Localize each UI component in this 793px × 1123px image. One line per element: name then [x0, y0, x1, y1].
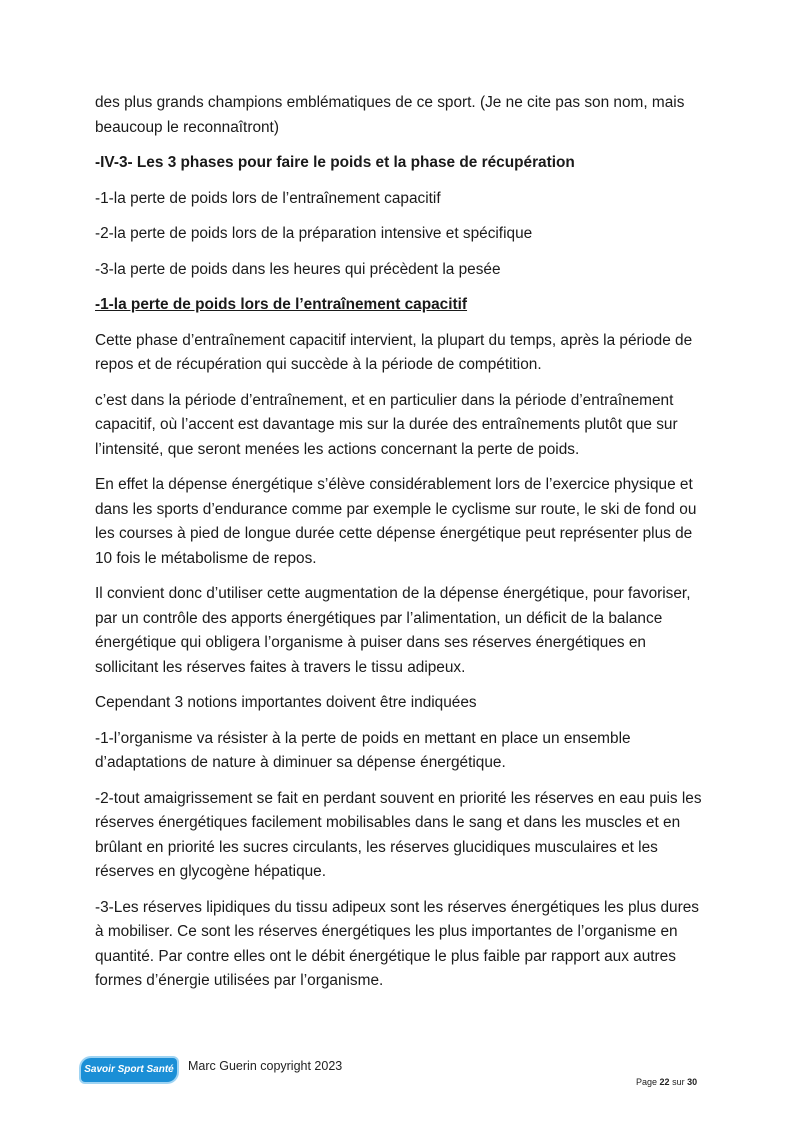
paragraph: Cette phase d’entraînement capacitif intervient, la plupart du temps, après la période de repos et de récupération qui succède à la période de compétition.: [95, 331, 693, 373]
notion-item-1: -1-l’organisme va résister à la perte de poids en mettant en place un ensemble d’adaptations de nature à diminuer sa dépense énergétique.: [95, 729, 631, 771]
page-body: [95, 91, 705, 1005]
phase-item-2: -2-la perte de poids lors de la préparation intensive et spécifique: [95, 225, 533, 242]
page-separator: sur: [672, 1077, 685, 1087]
phase-item-3: -3-la perte de poids dans les heures qui précèdent la pesée: [95, 260, 501, 278]
page-number: [636, 1077, 697, 1087]
paragraph: c’est dans la période d’entraînement, et en particulier dans la période d’entraînement capacitif, où l’accent est davantage mis sur la durée des entraînements plutôt que sur l’intensité, que seront menées les actions concernant la perte de poids.: [95, 391, 678, 458]
notion-item-3: -3-Les réserves lipidiques du tissu adipeux sont les réserves énergétiques les plus dures à mobiliser. Ce sont les réserves énergétiques les plus importantes de l’organisme en quantité. Par contre elles ont le débit énergétique le plus faible par rapport aux autres formes d’énergie utilisées par l’organisme.: [95, 898, 699, 989]
page-prefix: Page: [636, 1077, 658, 1087]
copyright-text: Marc Guerin copyright 2023: [188, 1059, 343, 1073]
paragraph: Cependant 3 notions importantes doivent être indiquées: [95, 694, 477, 711]
section-heading: -IV-3- Les 3 phases pour faire le poids et la phase de récupération: [95, 154, 575, 171]
page-current: 22: [659, 1077, 670, 1087]
notion-item-2: -2-tout amaigrissement se fait en perdant souvent en priorité les réserves en eau puis les réserves énergétiques facilement mobilisables dans le sang et dans les muscles et en brûlant en priorité les sucres circulants, les réserves glucidiques musculaires et les réserves en glycogène hépatique.: [95, 789, 702, 880]
paragraph-continuation: des plus grands champions emblématiques de ce sport. (Je ne cite pas son nom, mais beaucoup le reconnaîtront): [95, 94, 685, 136]
subsection-heading: -1-la perte de poids lors de l’entraînement capacitif: [95, 296, 468, 313]
paragraph: En effet la dépense énergétique s’élève considérablement lors de l’exercice physique et dans les sports d’endurance comme par exemple le cyclisme sur route, le ski de fond ou les courses à pied de longue durée cette dépense énergétique peut représenter plus de 10 fois le métabolisme de repos.: [95, 476, 697, 567]
brand-logo-text: Savoir Sport Santé: [84, 1064, 174, 1075]
brand-logo: [81, 1058, 177, 1082]
page-total: 30: [687, 1077, 698, 1087]
paragraph: Il convient donc d’utiliser cette augmentation de la dépense énergétique, pour favoriser, par un contrôle des apports énergétiques par l’alimentation, un déficit de la balance énergétique qui obligera l’organisme à puiser dans ses réserves énergétiques en sollicitant les réserves faites à travers le tissu adipeux.: [95, 585, 691, 676]
phase-item-1: -1-la perte de poids lors de l’entraînement capacitif: [95, 189, 441, 207]
